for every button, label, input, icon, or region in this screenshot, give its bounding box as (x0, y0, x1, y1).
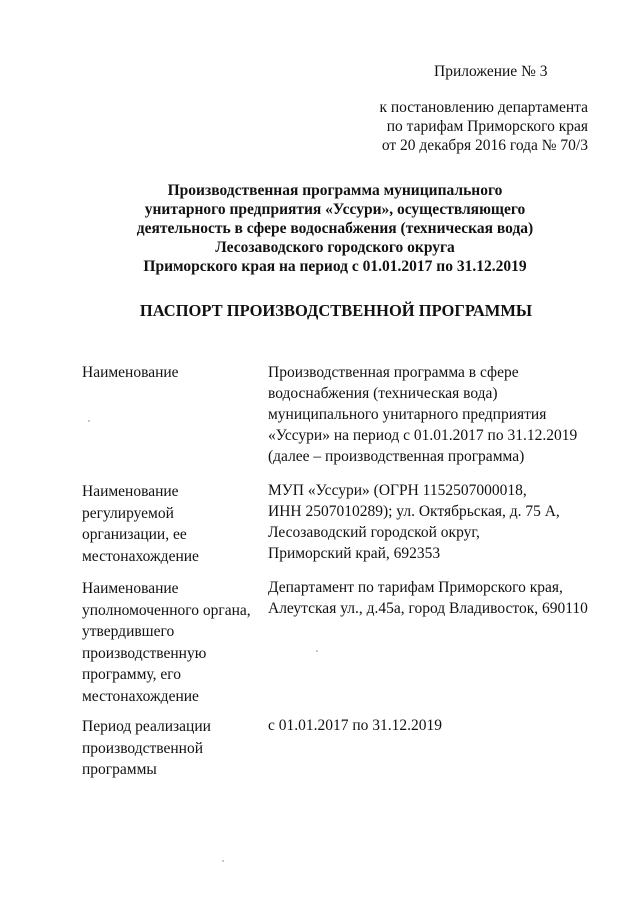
row-value (268, 480, 608, 564)
decree-reference (379, 98, 588, 155)
row-label-line: производственной (82, 739, 204, 757)
row-value-line: Приморский край, 692353 (268, 545, 441, 562)
row-value-line: с 01.01.2017 по 31.12.2019 (268, 717, 443, 734)
row-value-line: (далее – производственная программа) (268, 448, 525, 465)
row-label-line: уполномоченного органа, (82, 601, 251, 619)
title-line: Производственная программа муниципального (167, 182, 503, 199)
row-label-line: Наименование (82, 580, 179, 597)
row-label-line: Наименование (82, 364, 179, 381)
row-value (268, 362, 608, 467)
row-label-line: организации, ее (82, 526, 187, 543)
decree-line: к постановлению департамента (379, 99, 588, 116)
row-value-line: Производственная программа в сфере (268, 364, 519, 381)
row-label (82, 578, 262, 707)
row-label-line: Период реализации (82, 718, 211, 735)
decree-line: по тарифам Приморского края (386, 118, 588, 135)
scan-speck (316, 650, 318, 652)
scan-speck (222, 860, 224, 862)
title-line: деятельность в сфере водоснабжения (техническая вода) (136, 220, 534, 237)
appendix-number: Приложение № 3 (434, 63, 548, 80)
decree-line: от 20 декабря 2016 года № 70/3 (381, 137, 588, 154)
row-value-line: водоснабжения (техническая вода) (268, 385, 498, 402)
row-label-line: программу, его (82, 666, 181, 683)
program-title (100, 181, 570, 276)
passport-heading: ПАСПОРТ ПРОИЗВОДСТВЕННОЙ ПРОГРАММЫ (139, 301, 533, 320)
title-line: унитарного предприятия «Уссури», осуществляющего (144, 201, 526, 218)
row-label-line: регулируемой (82, 504, 174, 522)
row-label-line: программы (82, 761, 157, 778)
row-value-line: Департамент по тарифам Приморского края, (268, 579, 563, 596)
row-value (268, 715, 608, 736)
title-line: Лесозаводского городского округа (215, 239, 455, 256)
title-line: Приморского края на период с 01.01.2017 по 31.12.2019 (143, 258, 527, 275)
row-value (268, 577, 608, 619)
row-label-line: производственную (82, 644, 207, 662)
row-label-line: местонахождение (82, 687, 199, 705)
scan-speck (88, 420, 90, 422)
row-label (82, 362, 262, 384)
row-value-line: Лесозаводский городской округ, (268, 524, 480, 541)
row-value-line: МУП «Уссури» (ОГРН 1152507000018, (268, 482, 527, 499)
row-label (82, 716, 262, 781)
row-value-line: Алеутская ул., д.45а, город Владивосток, 690110 (268, 600, 588, 617)
row-value-line: ИНН 2507010289); ул. Октябрьская, д. 75 А, (268, 503, 560, 520)
row-value-line: муниципального унитарного предприятия (268, 406, 547, 423)
row-label-line: Наименование (82, 483, 179, 500)
row-value-line: «Уссури» на период с 01.01.2017 по 31.12.2019 (268, 427, 578, 444)
row-label-line: местонахождение (82, 547, 199, 565)
row-label-line: утвердившего (82, 623, 175, 640)
row-label (82, 481, 262, 567)
